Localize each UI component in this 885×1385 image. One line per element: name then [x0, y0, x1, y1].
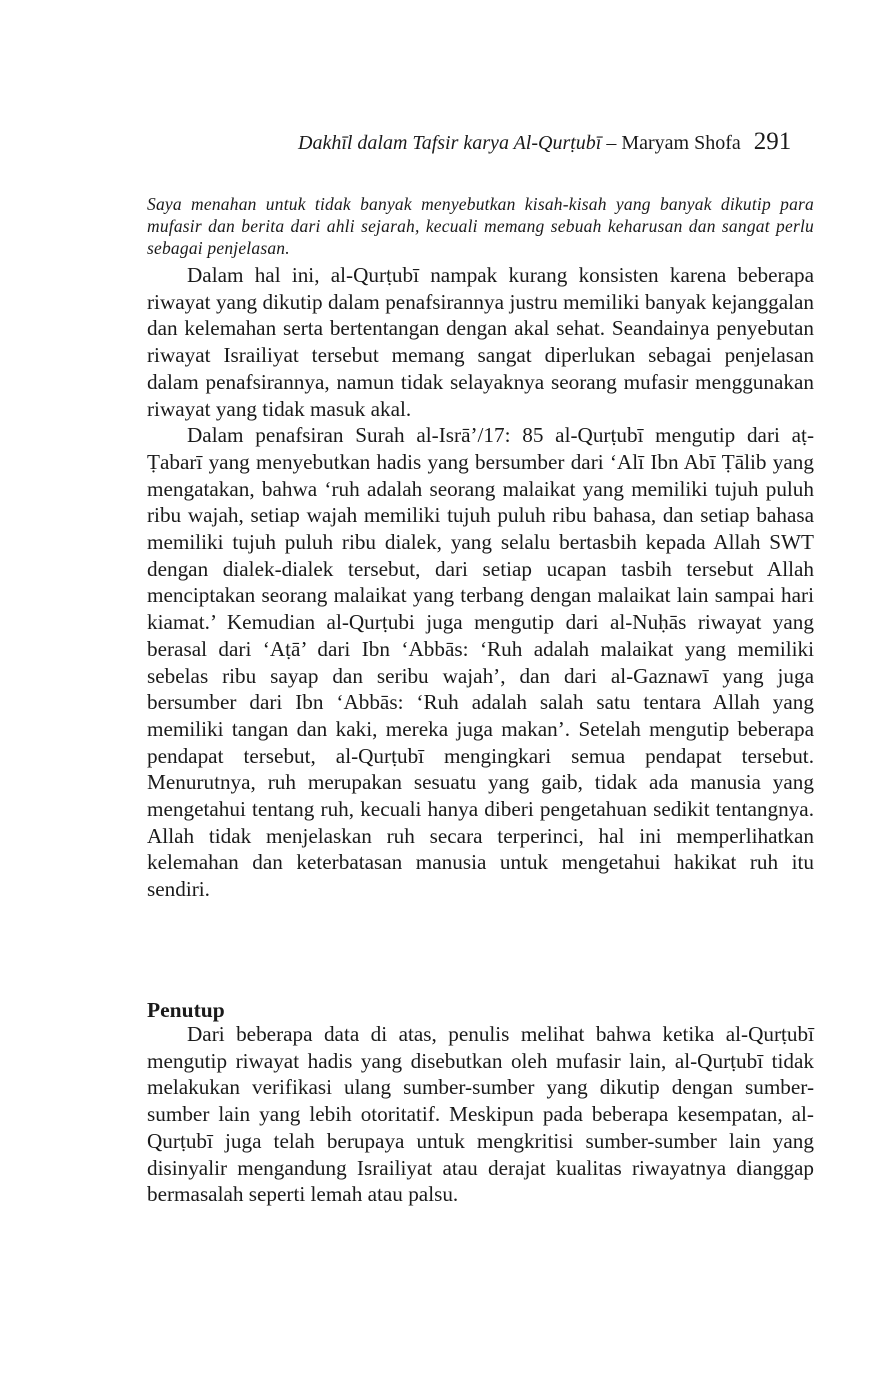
- section-heading: Penutup: [147, 998, 225, 1022]
- header-author: Maryam Shofa: [621, 132, 741, 154]
- running-header: [298, 128, 825, 156]
- page-number: 291: [753, 128, 792, 155]
- paragraph: Dari beberapa data di atas, penulis melihat bahwa ketika al-Qurṭubī mengutip riwayat hadis yang disebutkan oleh mufasir lain, al-Qurṭubī tidak melakukan verifikasi ulang sumber-sumber yang dikutip dengan sumber-sumber lain yang lebih otoritatif. Meskipun pada beberapa kesempatan, al-Qurṭubī juga telah berupaya untuk mengkritisi sumber-sumber lain yang disinyalir mengandung Israiliyat atau derajat kualitas riwayatnya dianggap bermasalah seperti lemah atau palsu.: [147, 1022, 814, 1207]
- block-quote: Saya menahan untuk tidak banyak menyebutkan kisah-kisah yang banyak dikutip para mufasir dan berita dari ahli sejarah, kecuali memang sebuah keharusan dan sangat perlu sebagai penjelasan.: [147, 194, 814, 258]
- header-title: Dakhīl dalam Tafsir karya Al-Qurṭubī: [298, 132, 602, 154]
- paragraph: Dalam penafsiran Surah al-Isrā’/17: 85 al-Qurṭubī mengutip dari aṭ-Ṭabarī yang menyebutkan hadis yang bersumber dari ‘Alī Ibn Abī Ṭālib yang mengatakan, bahwa ‘ruh adalah seorang malaikat yang memiliki tujuh puluh ribu wajah, setiap wajah memiliki tujuh puluh ribu bahasa, dan setiap bahasa memiliki tujuh puluh ribu dialek, yang selalu bertasbih kepada Allah SWT dengan dialek-dialek tersebut, dari setiap ucapan tasbih tersebut Allah menciptakan seorang malaikat yang terbang dengan malaikat lain sampai hari kiamat.’ Kemudian al-Qurṭubi juga mengutip dari al-Nuḥās riwayat yang berasal dari ‘Aṭā’ dari Ibn ‘Abbās: ‘Ruh adalah malaikat yang memiliki sebelas ribu sayap dan seribu wajah’, dan dari al-Gaznawī yang juga bersumber dari Ibn ‘Abbās: ‘Ruh adalah salah satu tentara Allah yang memiliki tangan dan kaki, mereka juga makan’. Setelah mengutip beberapa pendapat tersebut, al-Qurṭubī mengingkari semua pendapat tersebut. Menurutnya, ruh merupakan sesuatu yang gaib, tidak ada manusia yang mengetahui tentang ruh, kecuali hanya diberi pengetahuan sedikit tentangnya. Allah tidak menjelaskan ruh secara terperinci, hal ini memperlihatkan kelemahan dan keterbatasan manusia untuk mengetahui hakikat ruh itu sendiri.: [147, 423, 814, 902]
- paragraph: Dalam hal ini, al-Qurṭubī nampak kurang konsisten karena beberapa riwayat yang dikutip dalam penafsirannya justru memiliki banyak kejanggalan dan kelemahan serta bertentangan dengan akal sehat. Seandainya penyebutan riwayat Israiliyat tersebut memang sangat diperlukan sebagai penjelasan dalam penafsirannya, namun tidak selayaknya seorang mufasir menggunakan riwayat yang tidak masuk akal.: [147, 263, 814, 421]
- header-separator: –: [601, 132, 622, 154]
- closing-section: [147, 1021, 814, 1208]
- main-body: [147, 262, 814, 903]
